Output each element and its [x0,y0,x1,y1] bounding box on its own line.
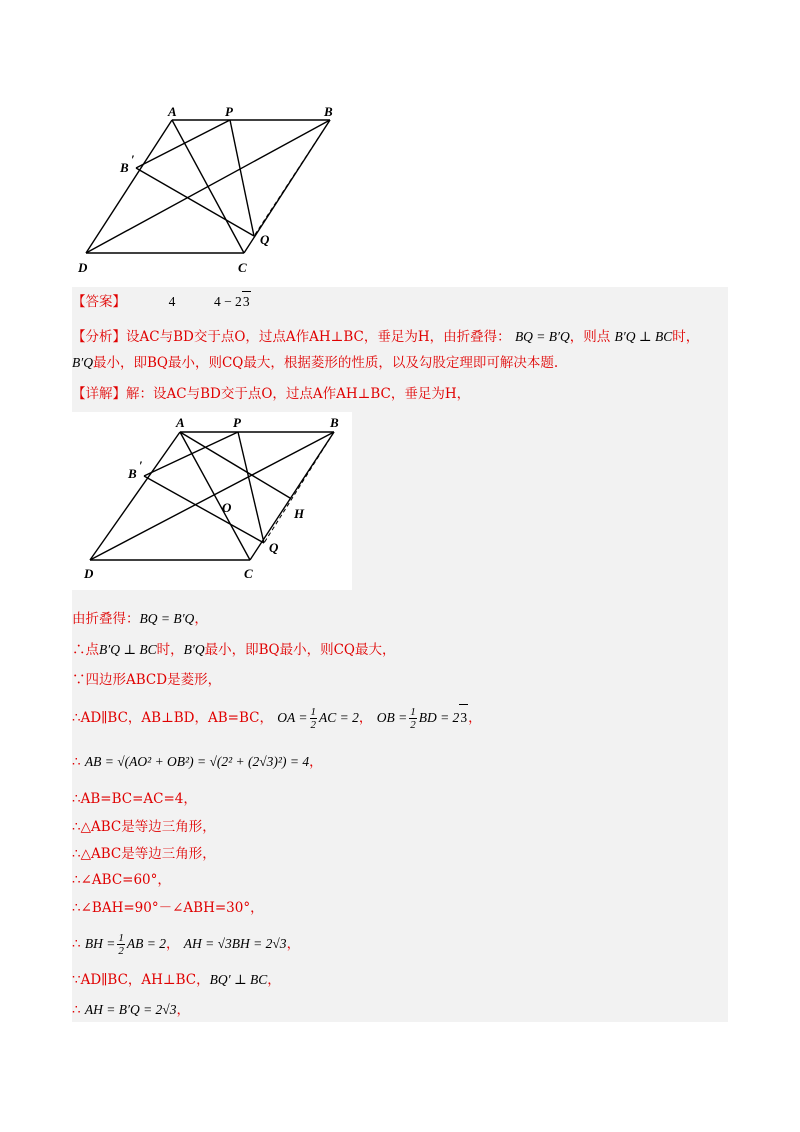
label-b-2: B [330,415,339,430]
diagonal-bd [86,120,330,253]
label-d-2: D [84,566,94,581]
answer-line [72,291,251,312]
segment-b-prime-q [136,168,254,236]
segment-pq [230,120,254,236]
label-prime: ′ [131,152,135,167]
label-prime-2: ′ [139,458,143,473]
step-2: ∴点B′Q ⊥ BC时，B′Q最小，即BQ最小，则CQ最大， [72,642,396,658]
segment-ah [180,432,290,498]
step-1: 由折叠得：BQ = B′Q， [72,611,208,627]
label-b: B [324,104,333,119]
solution-panel [72,287,728,1022]
segment-b-prime-q-2 [144,476,264,543]
step-4: ∴AD∥BC，AB⊥BD，AB=BC， OA = $\frac{1}{2}$ AC = 2， OB = $\frac{1}{2}$ BD = 23， [72,704,482,731]
label-p-2: P [233,415,241,430]
diagonal-ac-2 [180,432,250,560]
analysis-line-1: 【分析】设AC与BD交于点O，过点A作AH⊥BC，垂足为H，由折叠得： BQ = B′Q，则点 B′Q ⊥ BC时， [72,329,700,345]
answer-value-1: 4 [168,294,176,309]
label-p: P [225,104,233,119]
label-a: A [168,104,177,119]
label-h: H [294,506,305,521]
label-b-prime: B [120,160,129,175]
step-3: ∵四边形ABCD是菱形， [72,672,222,688]
step-6: ∴AB=BC=AC=4， [72,791,197,807]
step-13: ∴ AH = B′Q = 2√3， [72,1002,190,1018]
figure-2-frame [72,412,352,590]
label-c-2: C [244,566,253,581]
segment-ad [86,120,172,253]
segment-pb-prime [136,120,230,168]
step-9: ∴∠ABC=60°， [72,872,171,888]
rhombus-figure-2 [72,412,352,590]
answer-value-2: 4 − 23 [214,294,251,309]
step-8: ∴△ABC是等边三角形， [72,846,216,862]
step-5: ∴ AB = √(AO² + OB²) = √(2² + (2√3)²) = 4， [72,754,323,770]
step-12: ∵AD∥BC，AH⊥BC，BQ′ ⊥ BC， [72,972,281,988]
analysis-tag: 【分析】 [72,329,126,345]
label-c: C [238,260,247,275]
label-a-2: A [176,415,185,430]
label-b-prime-2: B [128,466,137,481]
detail-line-1: 【详解】解：设AC与BD交于点O，过点A作AH⊥BC，垂足为H， [72,386,471,402]
rhombus-figure-1 [74,100,344,280]
step-7: ∴△ABC是等边三角形， [72,819,216,835]
detail-tag: 【详解】 [72,386,126,402]
label-o: O [222,500,232,515]
label-q-2: Q [269,540,279,555]
answer-tag: 【答案】 [72,294,126,310]
segment-ad-2 [90,432,180,560]
label-q: Q [260,232,270,247]
step-10: ∴∠BAH=90°－∠ABH=30°， [72,900,264,916]
step-11: ∴ BH = $\frac{1}{2}$ AB = 2， AH = √3BH = 2√3， [72,932,301,958]
segment-pq-2 [238,432,264,543]
label-d: D [78,260,88,275]
analysis-line-2: B′Q最小，即BQ最小，则CQ最大，根据菱形的性质，以及勾股定理即可解决本题. [72,355,559,371]
